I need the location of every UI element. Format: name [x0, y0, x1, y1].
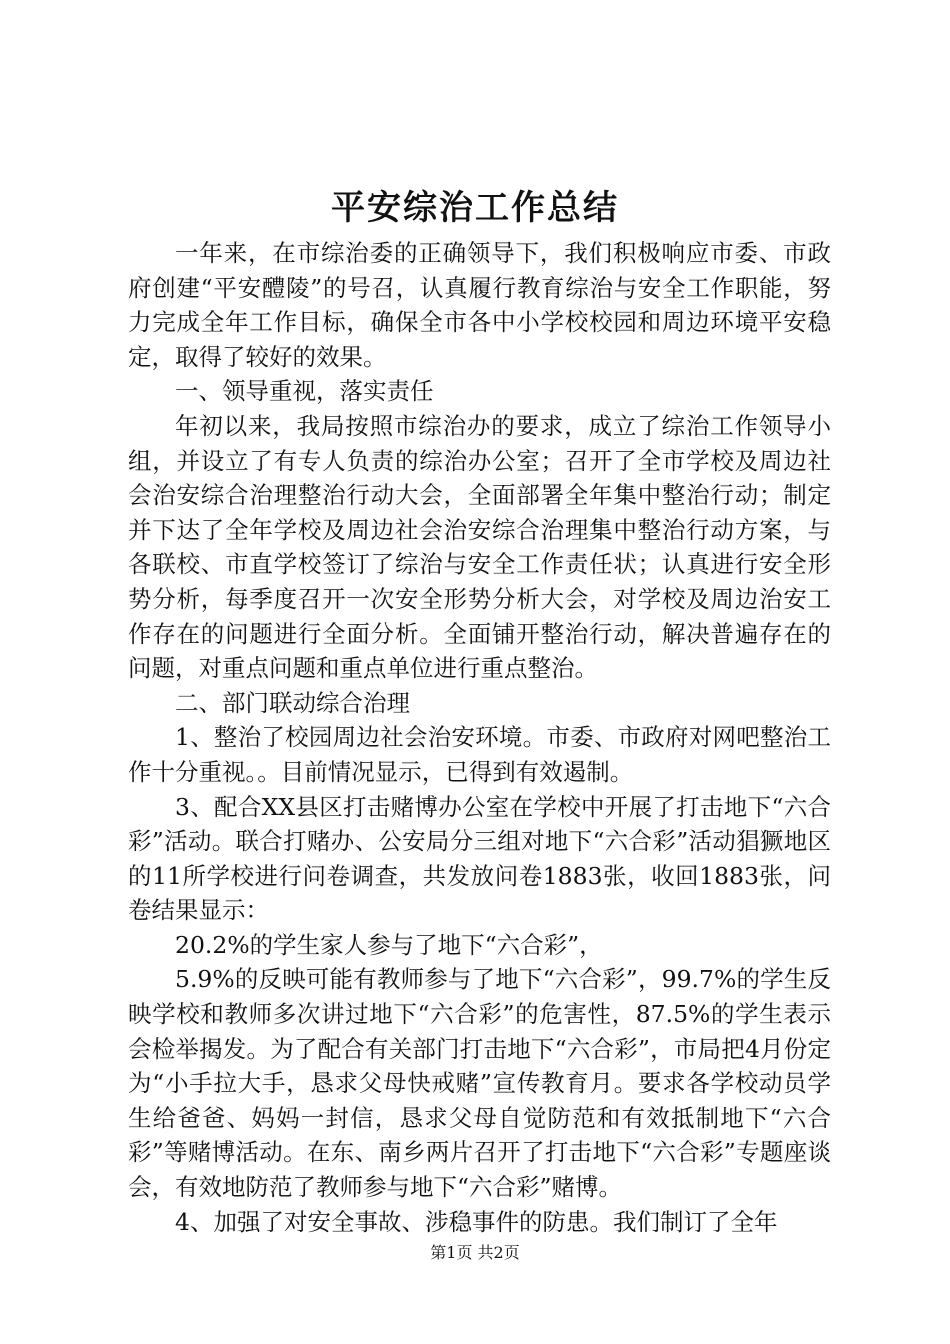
paragraph-intro: 一年来，在市综治委的正确领导下，我们积极响应市委、市政府创建“平安醴陵”的号召，认真履行教育综治与安全工作职能，努力完成全年工作目标，确保全市各中小学校校园和周边环境平安稳定，取得了较好的效果。	[128, 239, 831, 371]
paragraph-section-1: 年初以来，我局按照市综治办的要求，成立了综治工作领导小组，并设立了有专人负责的综治办公室；召开了全市学校及周边社会治安综合治理整治行动大会，全面部署全年集中整治行动；制定并下达了全年学校及周边社会治安综合治理集中整治行动方案，与各联校、市直学校签订了综治与安全工作责任状；认真进行安全形势分析，每季度召开一次安全形势分析大会，对学校及周边治安工作存在的问题进行全面分析。全面铺开整治行动，解决普遍存在的问题，对重点问题和重点单位进行重点整治。	[128, 411, 831, 683]
section-heading-2: 二、部门联动综合治理	[175, 688, 410, 717]
page-footer: 第1页 共2页	[430, 1243, 520, 1262]
paragraph-item-4: 4、加强了对安全事故、涉稳事件的防患。我们制订了全年	[175, 1207, 778, 1236]
paragraph-item-1: 1、整治了校园周边社会治安环境。市委、市政府对网吧整治工作十分重视。。目前情况显示，已得到有效遏制。	[128, 723, 831, 786]
document-title: 平安综治工作总结	[331, 188, 619, 228]
section-heading-1: 一、领导重视，落实责任	[175, 377, 434, 406]
document-body	[128, 236, 831, 1239]
paragraph-item-3: 3、配合XX县区打击赌博办公室在学校中开展了打击地下“六合彩”活动。联合打赌办、公安局分三组对地下“六合彩”活动猖獗地区的11所学校进行问卷调查，共发放问卷1883张，收回1883张，问卷结果显示：	[128, 792, 831, 925]
paragraph-stat-1: 20.2%的学生家人参与了地下“六合彩”，	[175, 930, 603, 959]
paragraph-stat-2: 5.9%的反映可能有教师参与了地下“六合彩”，99.7%的学生反映学校和教师多次讲过地下“六合彩”的危害性，87.5%的学生表示会检举揭发。为了配合有关部门打击地下“六合彩”，市局把4月份定为“小手拉大手，恳求父母快戒赌”宣传教育月。要求各学校动员学生给爸爸、妈妈一封信，恳求父母自觉防范和有效抵制地下“六合彩”等赌博活动。在东、南乡两片召开了打击地下“六合彩”专题座谈会，有效地防范了教师参与地下“六合彩”赌博。	[128, 965, 831, 1202]
